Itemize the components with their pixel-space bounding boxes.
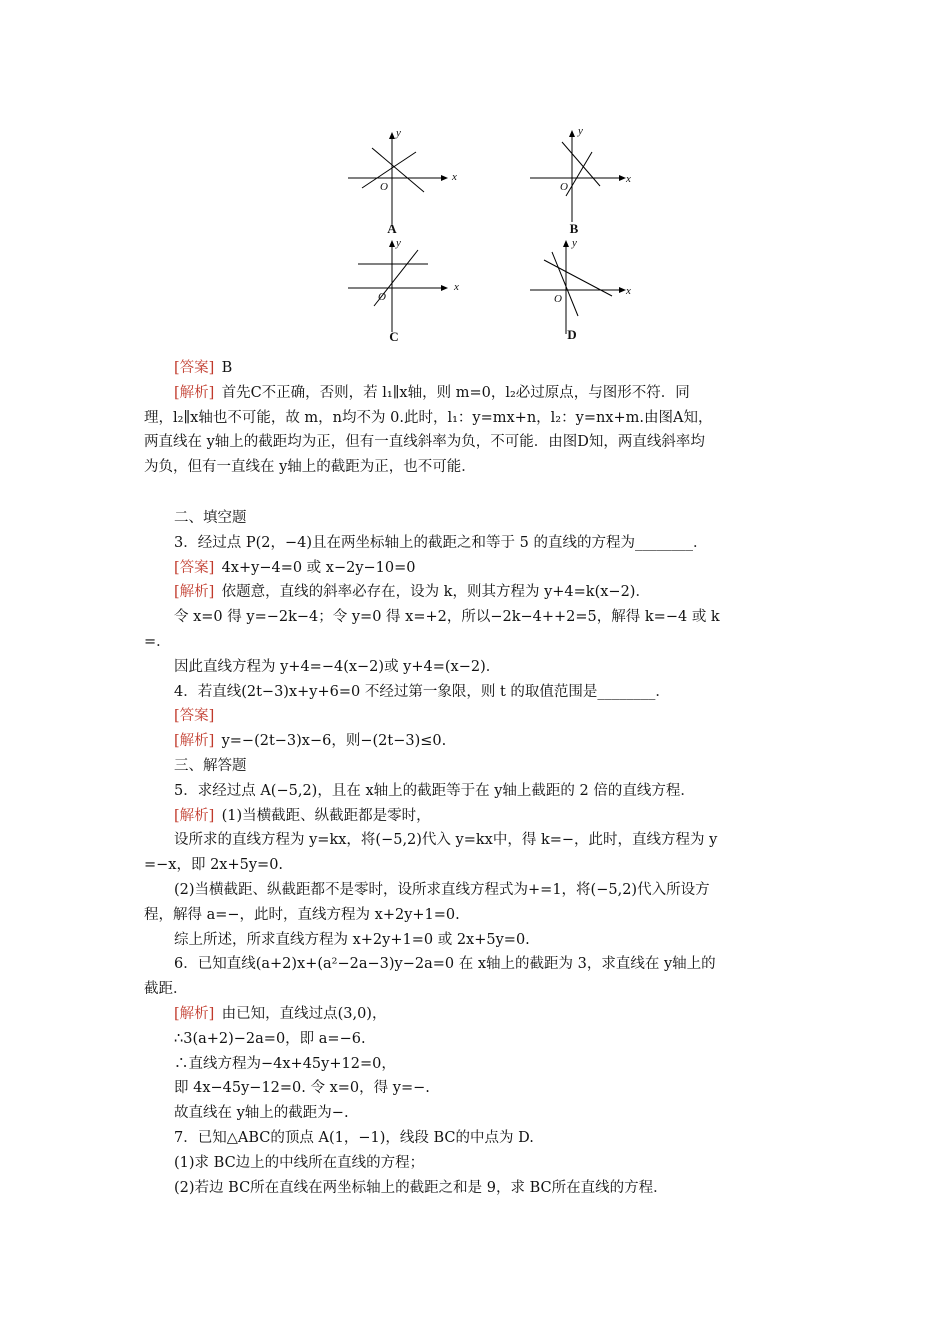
line-text: 为负，但有一直线在 y轴上的截距为正，也不可能． bbox=[144, 459, 476, 476]
line-text: 4．若直线(2t−3)x+y+6=0 不经过第一象限，则 t 的取值范围是________． bbox=[174, 683, 670, 700]
line-text: 综上所述，所求直线方程为 x+2y+1=0 或 2x+5y=0. bbox=[174, 931, 530, 948]
text-line bbox=[144, 406, 810, 431]
text-line bbox=[144, 928, 810, 953]
text-line bbox=[144, 903, 810, 928]
text-line bbox=[144, 779, 810, 804]
figure-b-x-label: x bbox=[626, 173, 631, 185]
figure-d-origin-label: O bbox=[554, 293, 562, 305]
answer-tag: [解析] bbox=[174, 807, 215, 824]
line-text: 理，l₂∥x轴也不可能，故 m，n均不为 0.此时，l₁：y=mx+n，l₂：y=nx+m.由图A知， bbox=[144, 409, 713, 426]
text-line bbox=[144, 506, 810, 531]
answer-tag: [答案] bbox=[174, 360, 215, 376]
document-body bbox=[144, 356, 810, 1200]
figure-d-y-label: y bbox=[572, 237, 577, 249]
text-line bbox=[144, 754, 810, 779]
text-line bbox=[144, 630, 810, 655]
text-line bbox=[144, 381, 810, 406]
line-text: 设所求的直线方程为 y=kx，将(−5,2)代入 y=kx中，得 k=−，此时，直线方程为 y bbox=[174, 832, 718, 849]
line-text: 两直线在 y轴上的截距均为正，但有一直线斜率为负，不可能．由图D知，两直线斜率均 bbox=[144, 434, 705, 451]
text-line bbox=[144, 605, 810, 630]
text-line bbox=[144, 804, 810, 829]
figure-a-caption: A bbox=[387, 221, 397, 236]
text-line bbox=[144, 1151, 810, 1176]
text-line bbox=[144, 1027, 810, 1052]
line-text: ∴3(a+2)−2a=0，即 a=−6. bbox=[174, 1030, 366, 1047]
line-text: 程，解得 a=−，此时，直线方程为 x+2y+1=0. bbox=[144, 906, 460, 923]
figure-b bbox=[526, 124, 646, 234]
text-line bbox=[144, 531, 810, 556]
figure-a-origin-label: O bbox=[380, 181, 388, 193]
line-text: 截距． bbox=[144, 981, 188, 998]
text-line bbox=[144, 977, 810, 1002]
answer-tag: [解析] bbox=[174, 1005, 215, 1022]
line-text: 故直线在 y轴上的截距为−. bbox=[174, 1105, 349, 1122]
line-text: 三、解答题 bbox=[174, 757, 247, 774]
figure-c bbox=[344, 236, 464, 346]
line-text: (2)当横截距、纵截距都不是零时，设所求直线方程式为+=1，将(−5,2)代入所设方 bbox=[174, 881, 710, 898]
figure-group bbox=[330, 118, 650, 344]
answer-tag: [解析] bbox=[174, 384, 215, 401]
line-text: (2)若边 BC所在直线在两坐标轴上的截距之和是 9，求 BC所在直线的方程． bbox=[174, 1179, 668, 1196]
text-line bbox=[144, 455, 810, 480]
figure-d-caption: D bbox=[567, 327, 577, 342]
line-text: 6．已知直线(a+2)x+(a²−2a−3)y−2a=0 在 x轴上的截距为 3，求直线在 y轴上的 bbox=[174, 956, 716, 973]
paragraph-gap bbox=[144, 480, 810, 506]
line-text: (1)当横截距、纵截距都是零时， bbox=[221, 807, 431, 824]
text-line bbox=[144, 704, 810, 729]
figure-a bbox=[344, 128, 464, 238]
figure-c-y-label: y bbox=[396, 237, 401, 249]
line-text: 依题意，直线的斜率必存在，设为 k，则其方程为 y+4=k(x−2)． bbox=[221, 584, 650, 601]
line-text: =−x，即 2x+5y=0. bbox=[144, 857, 284, 874]
line-text: 首先C不正确，否则，若 l₁∥x轴，则 m=0，l₂必过原点，与图形不符．同 bbox=[221, 384, 690, 401]
text-line bbox=[144, 828, 810, 853]
line-text: 即 4x−45y−12=0. 令 x=0，得 y=−. bbox=[174, 1080, 430, 1097]
text-line bbox=[144, 878, 810, 903]
text-line bbox=[144, 556, 810, 581]
text-line bbox=[144, 1101, 810, 1126]
line-text: 二、填空题 bbox=[174, 509, 247, 526]
figure-a-graph bbox=[344, 128, 464, 238]
line-text: B bbox=[221, 360, 233, 376]
text-line bbox=[144, 729, 810, 754]
text-line bbox=[144, 430, 810, 455]
figure-c-caption: C bbox=[389, 329, 399, 344]
line-text: 4x+y−4=0 或 x−2y−10=0 bbox=[221, 559, 416, 576]
text-line bbox=[144, 1126, 810, 1151]
answer-tag: [答案] bbox=[174, 708, 215, 725]
text-line bbox=[144, 952, 810, 977]
figure-d bbox=[526, 234, 646, 344]
text-line bbox=[144, 1176, 810, 1201]
line-text: 因此直线方程为 y+4=−4(x−2)或 y+4=(x−2)． bbox=[174, 658, 501, 675]
line-text: 3．经过点 P(2，−4)且在两坐标轴上的截距之和等于 5 的直线的方程为________． bbox=[174, 534, 708, 551]
line-text: (1)求 BC边上的中线所在直线的方程； bbox=[174, 1154, 425, 1171]
answer-tag: [解析] bbox=[174, 733, 215, 750]
line-text: 7．已知△ABC的顶点 A(1，−1)，线段 BC的中点为 D. bbox=[174, 1129, 534, 1146]
text-line bbox=[144, 655, 810, 680]
figure-b-origin-label: O bbox=[560, 181, 568, 193]
figure-b-caption: B bbox=[569, 221, 579, 236]
answer-tag: [解析] bbox=[174, 584, 215, 601]
text-line bbox=[144, 356, 810, 381]
figure-a-y-label: y bbox=[396, 127, 401, 139]
line-text: 由已知，直线过点(3,0)， bbox=[221, 1005, 387, 1022]
line-text: y=−(2t−3)x−6，则−(2t−3)≤0. bbox=[221, 733, 447, 750]
figure-a-x-label: x bbox=[452, 171, 457, 183]
line-text: ∴直线方程为−4x+45y+12=0， bbox=[174, 1055, 396, 1072]
text-line bbox=[144, 580, 810, 605]
text-line bbox=[144, 853, 810, 878]
figure-d-x-label: x bbox=[626, 285, 631, 297]
text-line bbox=[144, 1076, 810, 1101]
figure-c-graph bbox=[344, 236, 464, 346]
text-line bbox=[144, 1052, 810, 1077]
answer-tag: [答案] bbox=[174, 559, 215, 576]
line-text: 令 x=0 得 y=−2k−4；令 y=0 得 x=+2，所以−2k−4++2=5，解得 k=−4 或 k bbox=[174, 609, 720, 626]
line-text: 5．求经过点 A(−5,2)，且在 x轴上的截距等于在 y轴上截距的 2 倍的直线方程． bbox=[174, 782, 695, 799]
figure-c-x-label: x bbox=[454, 281, 459, 293]
figure-c-origin-label: O bbox=[378, 291, 386, 303]
figure-b-y-label: y bbox=[578, 125, 583, 137]
line-text: =． bbox=[144, 633, 171, 650]
text-line bbox=[144, 680, 810, 705]
text-line bbox=[144, 1002, 810, 1027]
